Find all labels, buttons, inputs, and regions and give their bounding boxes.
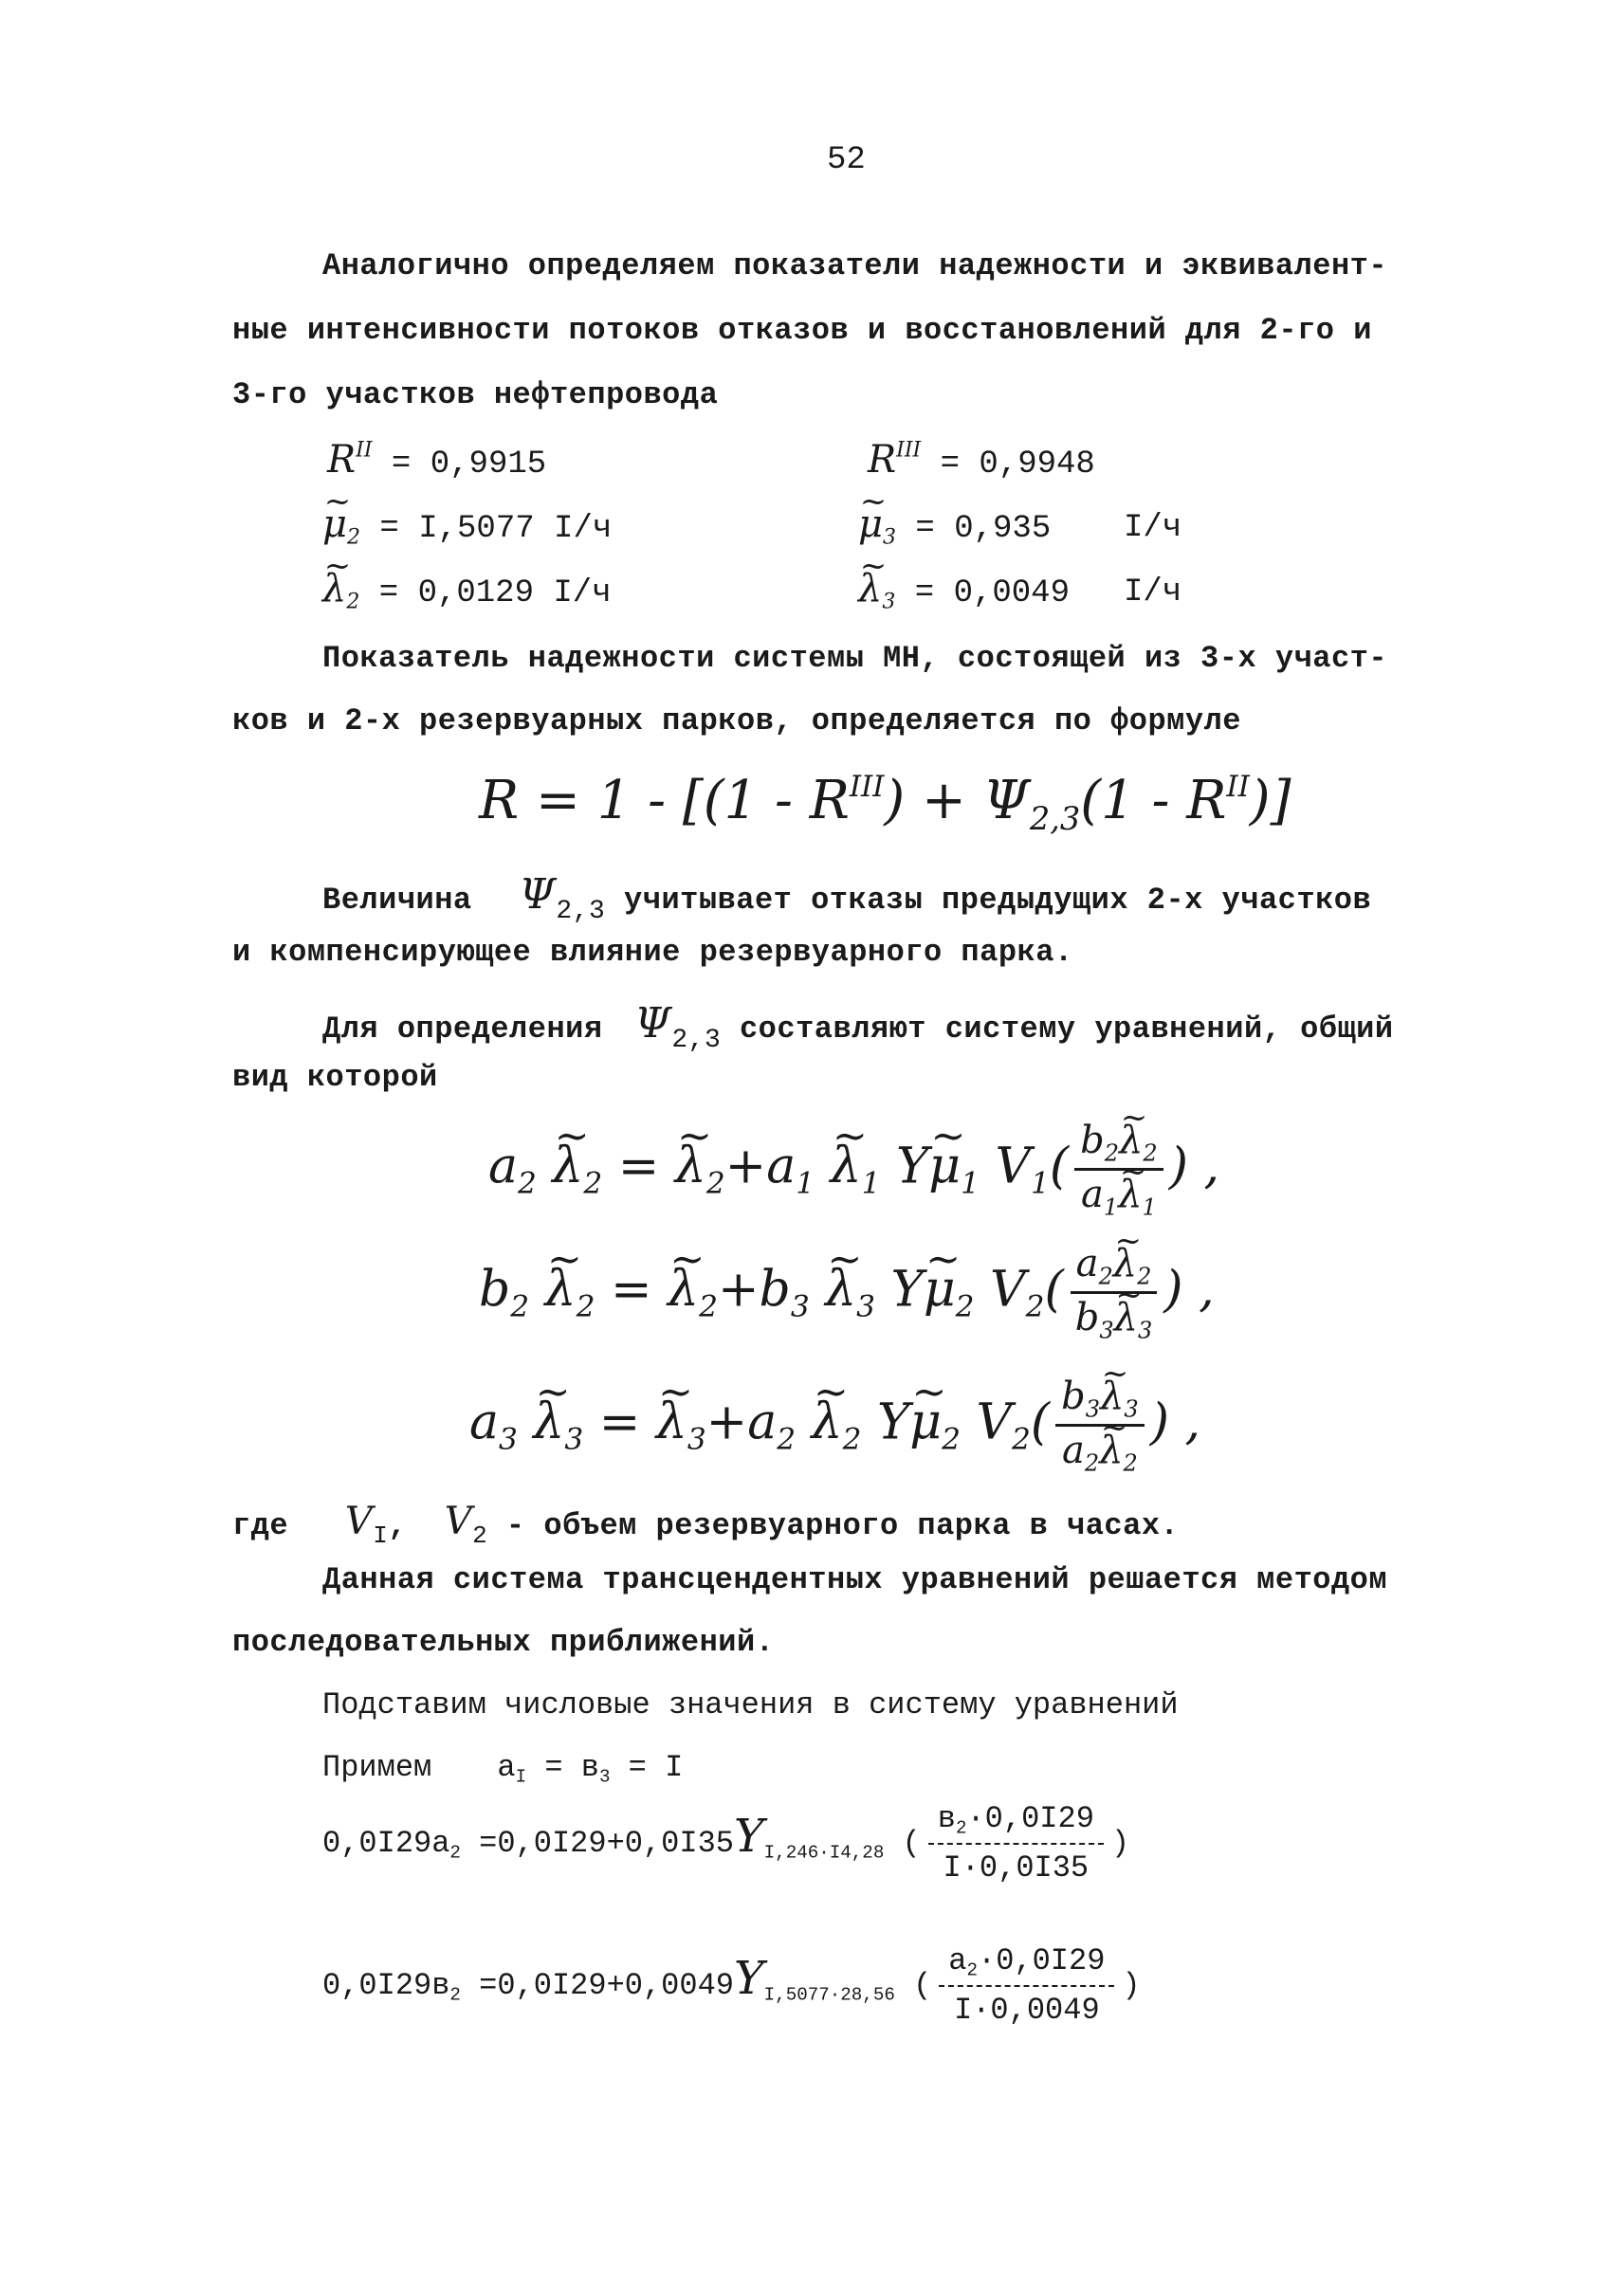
math-equations-2-c2-sub: 2	[777, 1422, 797, 1457]
math-equations-1-den-l-sub: 3	[1137, 1317, 1153, 1344]
formula-part-a: R = 1 - [(1 - R	[479, 770, 850, 832]
para2-line1: Показатель надежности системы МН, состоящей из 3-х участ-	[322, 641, 1388, 676]
math-part	[1075, 1171, 1163, 1220]
lambda-subscript: 2	[346, 590, 360, 614]
r3-value: = 0,9948	[940, 446, 1095, 483]
math-equations-1-num-c: a	[1075, 1242, 1099, 1285]
math-symbols-lambda: ~ λ	[533, 1394, 564, 1450]
lambda3-value: = 0,0049	[914, 575, 1070, 611]
math-numeric-eqs-0-y-sub: I,246·I4,28	[763, 1842, 885, 1864]
math-equations-1-y: Y	[890, 1261, 924, 1319]
math-equations-2-den-l-sub: 2	[1123, 1449, 1138, 1477]
equals-one: = I	[610, 1750, 684, 1785]
para1-line3: 3-го участков нефтепровода	[232, 377, 719, 412]
math-numeric-eqs-0-lhs: 0,0I29a	[322, 1825, 450, 1861]
para4-rest: составляют систему уравнений, общий	[739, 1011, 1394, 1047]
para3-line1	[322, 870, 1371, 926]
math-symbols-lambda: ~ λ	[545, 1261, 577, 1318]
math-equations-2-y: Y	[876, 1394, 910, 1451]
math-part	[1056, 1427, 1144, 1476]
math-part	[939, 1943, 1114, 1987]
para1-line2: ные интенсивности потоков отказов и восстановлений для 2-го и	[232, 313, 1372, 348]
formula-sup-2: II	[1226, 770, 1250, 804]
r2-value: = 0,9915	[391, 446, 547, 483]
math-equations-2-num-l-sub: 3	[1124, 1395, 1139, 1423]
math-symbols-eq: =	[611, 1261, 652, 1319]
math-equations-1-c2: b	[759, 1261, 791, 1319]
where-word: где	[232, 1508, 289, 1543]
math-equations-1-num-l-sub: 2	[1137, 1263, 1152, 1290]
para4-line2: вид которой	[232, 1060, 438, 1095]
math-equations-0-lhs-l-sub: 2	[583, 1166, 603, 1201]
v1-symbol: V	[344, 1500, 374, 1543]
math-symbols-lambda: ~ λ	[1114, 1296, 1138, 1339]
psi-symbol: Ψ	[519, 870, 557, 919]
formula-sub: 2,3	[1029, 799, 1081, 837]
para3-rest: учитывает отказы предыдущих 2-х участков	[624, 883, 1372, 918]
mu-subscript: 3	[883, 525, 896, 550]
math-symbols-lambda: ~ λ	[656, 1394, 687, 1450]
math-equations-2-num-c-sub: 3	[1085, 1395, 1101, 1423]
math-equations-0-num-l-sub: 2	[1143, 1139, 1158, 1167]
math-symbols-mu: ~ μ	[909, 1394, 942, 1450]
lambda3-unit: I/ч	[1124, 574, 1182, 610]
math-equations-1-num-c-sub: 2	[1098, 1263, 1113, 1290]
formula-main	[479, 770, 1291, 837]
math-equations-1-l2-sub: 3	[856, 1289, 875, 1324]
math-part	[944, 1987, 1109, 2028]
math-symbols-lambda: ~ λ	[1100, 1375, 1124, 1418]
math-equations-1-v-sub: 2	[1025, 1289, 1045, 1324]
mu3-unit: I/ч	[1124, 510, 1182, 546]
math-equations-0-den-c: a	[1081, 1173, 1104, 1217]
reliability-r3	[868, 438, 1095, 483]
equation-1	[488, 1119, 1219, 1221]
mu3-value: = 0,935	[915, 511, 1052, 547]
math-numeric-eqs-1-y: Y	[733, 1951, 764, 2005]
where-line	[232, 1500, 1179, 1550]
b-subscript: 3	[598, 1766, 611, 1788]
r-superscript: III	[896, 438, 922, 463]
mu-2	[322, 502, 612, 550]
psi-subscript: 2,3	[671, 1025, 722, 1055]
b-symbol: в	[580, 1750, 599, 1785]
para5-line2: последовательных приближений.	[232, 1625, 775, 1660]
math-equations-2-den-c: a	[1062, 1429, 1085, 1473]
math-numeric-eqs-1-num-rest: ·0,0I29	[977, 1943, 1106, 1978]
para5-line1: Данная система трансцендентных уравнений решается методом	[322, 1562, 1388, 1597]
math-equations-0-r1-sub: 2	[705, 1166, 725, 1201]
numeric-equation-2	[322, 1943, 1141, 2028]
math-equations-0-c2-sub: 1	[796, 1166, 815, 1201]
math-equations-2-mu-sub: 2	[942, 1422, 961, 1457]
math-numeric-eqs-0-rhs: =0,0I29+0,0I35	[479, 1825, 734, 1861]
math-equations-1-r1-sub: 2	[699, 1289, 718, 1324]
math-numeric-eqs-0-num: в	[937, 1801, 956, 1836]
numeric-fraction-1	[928, 1801, 1104, 1886]
math-equations-2-den-c-sub: 2	[1084, 1449, 1100, 1477]
math-equations-0-lhs-c: a	[488, 1138, 519, 1195]
math-numeric-eqs-1-rhs: =0,0I29+0,0049	[479, 1967, 734, 2003]
math-equations-1-lhs-c: b	[479, 1261, 511, 1319]
mu-subscript: 2	[347, 525, 360, 550]
math-equations-2-v: V	[976, 1394, 1013, 1451]
math-symbols-plus: +	[705, 1394, 748, 1451]
math-equations-2-lhs-c-sub: 3	[499, 1422, 518, 1457]
equation-3	[469, 1375, 1200, 1477]
math-symbols-lambda: ~ λ	[825, 1261, 856, 1318]
equation-3-fraction	[1055, 1375, 1145, 1477]
math-numeric-eqs-0-num-rest: ·0,0I29	[966, 1801, 1094, 1836]
math-equations-0-v: V	[995, 1138, 1032, 1195]
math-symbols-mu: ~ μ	[928, 1138, 961, 1194]
math-numeric-eqs-1-close: )	[1122, 1967, 1141, 2003]
math-symbols-open: (	[1030, 1394, 1051, 1451]
accept-word: Примем	[322, 1750, 432, 1785]
math-symbols-lambda: ~ λ	[1099, 1429, 1123, 1472]
where-rest: - объем резервуарного парка в часах.	[505, 1508, 1180, 1543]
math-symbols-lambda: ~ λ	[1118, 1173, 1142, 1216]
psi-symbol: Ψ	[634, 999, 672, 1048]
formula-sup-1: III	[849, 770, 885, 804]
math-part	[1071, 1242, 1158, 1294]
r-symbol: R	[868, 438, 897, 482]
math-equations-0-num-c-sub: 2	[1104, 1139, 1120, 1167]
psi-subscript: 2,3	[556, 896, 606, 926]
math-numeric-eqs-1-open: (	[913, 1967, 932, 2003]
math-symbols-eq: =	[598, 1394, 641, 1451]
math-numeric-eqs-1-lhs: 0,0I29в	[322, 1967, 450, 2003]
math-symbols-plus: +	[717, 1261, 760, 1319]
math-equations-2-end: ) ,	[1149, 1394, 1201, 1451]
mu2-value: = I,5077 I/ч	[379, 511, 613, 547]
v1-subscript: I	[373, 1522, 389, 1551]
math-numeric-eqs-1-den: I·0,0049	[954, 1992, 1100, 2028]
math-equations-1-end: ) ,	[1163, 1261, 1215, 1319]
math-symbols-plus: +	[724, 1138, 767, 1195]
para1-line1: Аналогично определяем показатели надежности и эквивалент-	[322, 248, 1388, 283]
lambda2-value: = 0,0129 I/ч	[378, 575, 612, 611]
math-equations-2-c2: a	[747, 1394, 778, 1451]
r-symbol: R	[327, 438, 357, 482]
math-equations-1-lhs-l-sub: 2	[576, 1289, 595, 1324]
math-equations-1-den-c-sub: 3	[1099, 1317, 1114, 1344]
lambda-symbol: ~ λ	[858, 567, 882, 610]
math-numeric-eqs-0-num-sub: 2	[955, 1817, 967, 1839]
math-equations-0-v-sub: 1	[1031, 1166, 1050, 1201]
math-equations-0-den-l-sub: 1	[1142, 1194, 1157, 1221]
numeric-equation-1	[322, 1801, 1129, 1886]
para6-accept	[322, 1750, 683, 1788]
math-equations-1-c2-sub: 3	[790, 1289, 810, 1324]
math-equations-2-num-c: b	[1061, 1375, 1086, 1418]
math-equations-1-lhs-c-sub: 2	[510, 1289, 530, 1324]
math-part	[934, 1845, 1099, 1886]
math-equations-0-num-c: b	[1080, 1119, 1105, 1162]
math-numeric-eqs-0-lhs-sub: 2	[449, 1842, 461, 1864]
math-numeric-eqs-1-num-sub: 2	[966, 1959, 978, 1981]
math-equations-0-den-c-sub: 1	[1103, 1194, 1119, 1221]
math-symbols-lambda: ~ λ	[1113, 1242, 1137, 1285]
lambda-symbol: ~ λ	[322, 567, 346, 610]
para3-word: Величина	[322, 883, 472, 918]
mu-symbol: ~ μ	[322, 502, 347, 546]
math-numeric-eqs-0-y: Y	[733, 1809, 764, 1863]
math-symbols-lambda: ~ λ	[831, 1138, 862, 1194]
math-numeric-eqs-1-num: a	[948, 1943, 967, 1978]
lambda-subscript: 3	[882, 590, 896, 614]
math-equations-0-lhs-c-sub: 2	[518, 1166, 537, 1201]
mu-3	[858, 502, 1051, 550]
math-equations-0-c2: a	[766, 1138, 797, 1195]
math-numeric-eqs-0-close: )	[1110, 1825, 1130, 1861]
math-symbols-mu: ~ μ	[924, 1261, 956, 1318]
math-equations-0-mu-sub: 1	[961, 1166, 980, 1201]
math-equations-0-l2-sub: 1	[861, 1166, 881, 1201]
equation-2	[479, 1242, 1215, 1344]
math-symbols-lambda: ~ λ	[552, 1138, 583, 1194]
math-equations-2-l2-sub: 2	[842, 1422, 862, 1457]
math-symbols-open: (	[1049, 1138, 1070, 1195]
para2-line2: ков и 2-х резервуарных парков, определяется по формуле	[232, 703, 1241, 738]
numeric-fraction-2	[939, 1943, 1114, 2028]
math-equations-2-lhs-l-sub: 3	[564, 1422, 584, 1457]
lambda-2	[322, 567, 612, 614]
math-symbols-open: (	[1044, 1261, 1064, 1319]
math-equations-2-lhs-c: a	[469, 1394, 500, 1451]
equation-2-fraction	[1070, 1242, 1159, 1344]
page-number: 52	[827, 142, 866, 178]
v2-symbol: V	[444, 1500, 473, 1543]
math-equations-1-den-c: b	[1074, 1296, 1100, 1340]
para4-line1	[322, 999, 1394, 1055]
math-equations-2-r1-sub: 3	[687, 1422, 706, 1457]
math-symbols-lambda: ~ λ	[668, 1261, 699, 1318]
a-subscript: I	[515, 1766, 527, 1788]
equals: =	[526, 1750, 581, 1785]
para3-line2: и компенсирующее влияние резервуарного парка.	[232, 935, 1073, 970]
math-symbols-lambda: ~ λ	[812, 1394, 843, 1450]
math-numeric-eqs-1-y-sub: I,5077·28,56	[763, 1984, 895, 2006]
lambda-3	[858, 567, 1070, 614]
formula-part-c: (1 - R	[1080, 770, 1227, 832]
formula-part-b: ) + Ψ	[884, 770, 1030, 832]
math-equations-1-v: V	[990, 1261, 1026, 1319]
v2-subscript: 2	[472, 1522, 488, 1551]
r-superscript: II	[356, 438, 373, 463]
formula-part-d: )]	[1249, 770, 1291, 832]
para4-start: Для определения	[322, 1011, 603, 1047]
math-symbols-eq: =	[617, 1138, 660, 1195]
para6-line1: Подставим числовые значения в систему уравнений	[322, 1687, 1179, 1722]
math-numeric-eqs-0-den: I·0,0I35	[943, 1850, 1090, 1886]
math-numeric-eqs-1-lhs-sub: 2	[449, 1984, 461, 2006]
math-symbols-lambda: ~ λ	[675, 1138, 706, 1194]
math-equations-1-mu-sub: 2	[955, 1289, 975, 1324]
math-symbols-lambda: ~ λ	[1119, 1119, 1143, 1162]
equation-1-fraction	[1074, 1119, 1163, 1221]
math-part	[1070, 1294, 1159, 1343]
math-numeric-eqs-0-open: (	[902, 1825, 921, 1861]
math-equations-0-end: ) ,	[1168, 1138, 1220, 1195]
math-equations-2-v-sub: 2	[1012, 1422, 1031, 1457]
mu-symbol: ~ μ	[858, 502, 883, 546]
reliability-r2	[327, 438, 546, 483]
math-equations-0-y: Y	[895, 1138, 929, 1195]
comma: ,	[388, 1508, 408, 1543]
a-symbol: a	[497, 1750, 516, 1785]
math-part	[928, 1801, 1104, 1845]
